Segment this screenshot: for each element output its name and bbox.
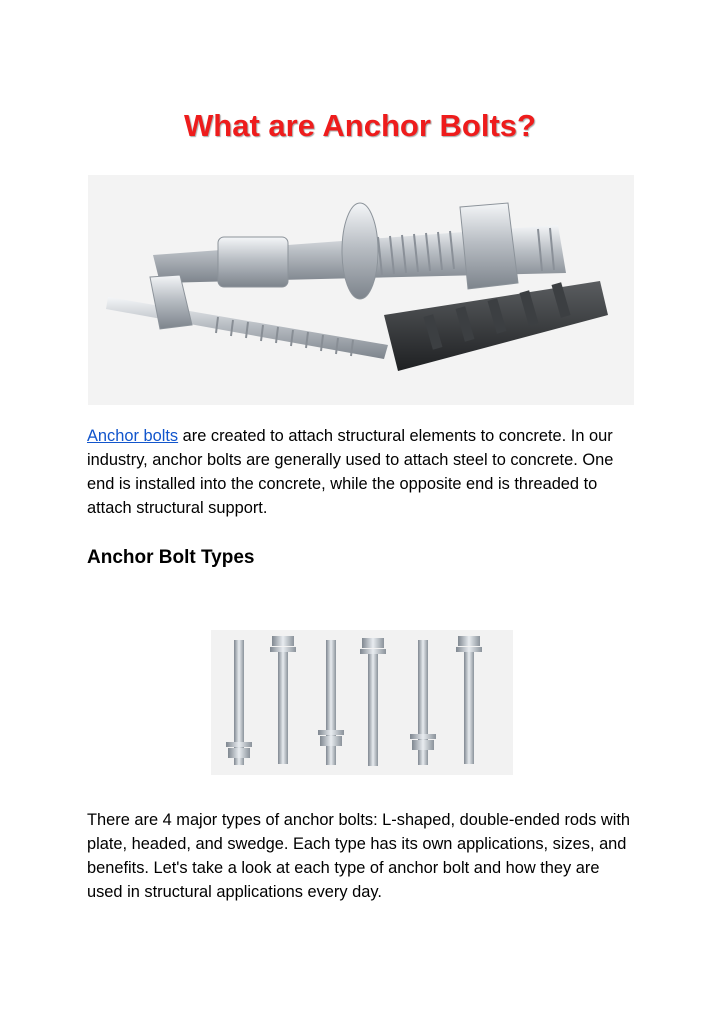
intro-text: are created to attach structural elements to concrete. In our industry, anchor bolts are generally used to attach steel to concrete. One end is installed into the concrete, while the opposite end is threaded to attach structural support. [87, 427, 614, 517]
page-title: What are Anchor Bolts? [184, 108, 536, 143]
section-heading: Anchor Bolt Types [87, 547, 255, 568]
intro-paragraph [87, 424, 633, 520]
types-paragraph: There are 4 major types of anchor bolts: L-shaped, double-ended rods with plate, headed, and swedge. Each type has its own applications, sizes, and benefits. Let's take a look at each type of anchor bolt and how they are used in structural applications every day. [87, 811, 631, 901]
anchor-bolts-photo [88, 175, 634, 405]
anchor-bolts-link[interactable]: Anchor bolts [87, 427, 179, 445]
anchor-bolt-types-photo [211, 630, 513, 775]
